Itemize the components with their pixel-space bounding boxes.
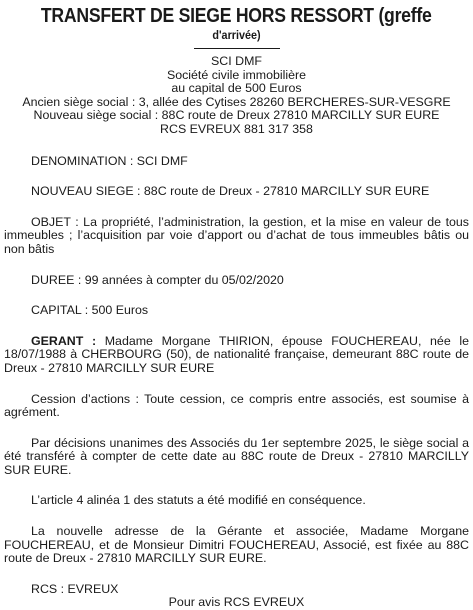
company-header bbox=[4, 55, 469, 137]
para-denomination: DENOMINATION : SCI DMF bbox=[31, 153, 188, 168]
para-objet: OBJET : La propriété, l’administration, la gestion, et la mise en valeur de tous immeubles ; l’acquisition par voie d’apport ou d’achat de tous immeubles bâtis ou non bâtis bbox=[4, 214, 469, 256]
para-gerant bbox=[4, 335, 469, 376]
new-headquarters: Nouveau siège social : 88C route de Dreux 27810 MARCILLY SUR EURE bbox=[33, 108, 440, 123]
para-cession: Cession d’actions : Toute cession, ce compris entre associés, est soumise à agrément. bbox=[4, 391, 469, 420]
notice-subtitle: d'arrivée) bbox=[212, 28, 261, 42]
company-name: SCI DMF bbox=[211, 54, 262, 68]
old-headquarters: Ancien siège social : 3, allée des Cytises 28260 BERCHERES-SUR-VESGRE bbox=[22, 94, 451, 109]
company-form: Société civile immobilière bbox=[166, 67, 307, 82]
para-article: L’article 4 alinéa 1 des statuts a été modifié en conséquence. bbox=[31, 493, 366, 508]
para-decisions: Par décisions unanimes des Associés du 1er septembre 2025, le siège social a été transféré à compter de cette date au 88C route de Dreux - 27810 MARCILLY SUR EURE. bbox=[4, 435, 469, 477]
company-rcs: RCS EVREUX 881 317 358 bbox=[160, 121, 313, 136]
gerant-label: GERANT : bbox=[31, 333, 97, 348]
para-nouveau-siege: NOUVEAU SIEGE : 88C route de Dreux - 27810 MARCILLY SUR EURE bbox=[31, 184, 430, 199]
notice-title: TRANSFERT DE SIEGE HORS RESSORT (greffe bbox=[40, 4, 432, 27]
title-divider bbox=[194, 48, 280, 49]
para-capital: CAPITAL : 500 Euros bbox=[31, 303, 149, 318]
para-adresse: La nouvelle adresse de la Gérante et associée, Madame Morgane FOUCHEREAU, et de Monsieur Dimitri FOUCHEREAU, Associé, est fixée au 88C route de Dreux - 27810 MARCILLY SUR EURE. bbox=[4, 524, 469, 566]
gerant-text: Madame Morgane THIRION, épouse FOUCHEREAU, née le 18/07/1988 à CHERBOURG (50), de nationalité française, demeurant 88C route de Dreux - 27810 MARCILLY SUR EURE bbox=[4, 333, 470, 375]
para-rcs: RCS : EVREUX bbox=[31, 581, 119, 596]
company-capital: au capital de 500 Euros bbox=[171, 81, 302, 96]
para-duree: DUREE : 99 années à compter du 05/02/2020 bbox=[31, 272, 284, 287]
notice-footer: Pour avis RCS EVREUX bbox=[168, 595, 305, 610]
